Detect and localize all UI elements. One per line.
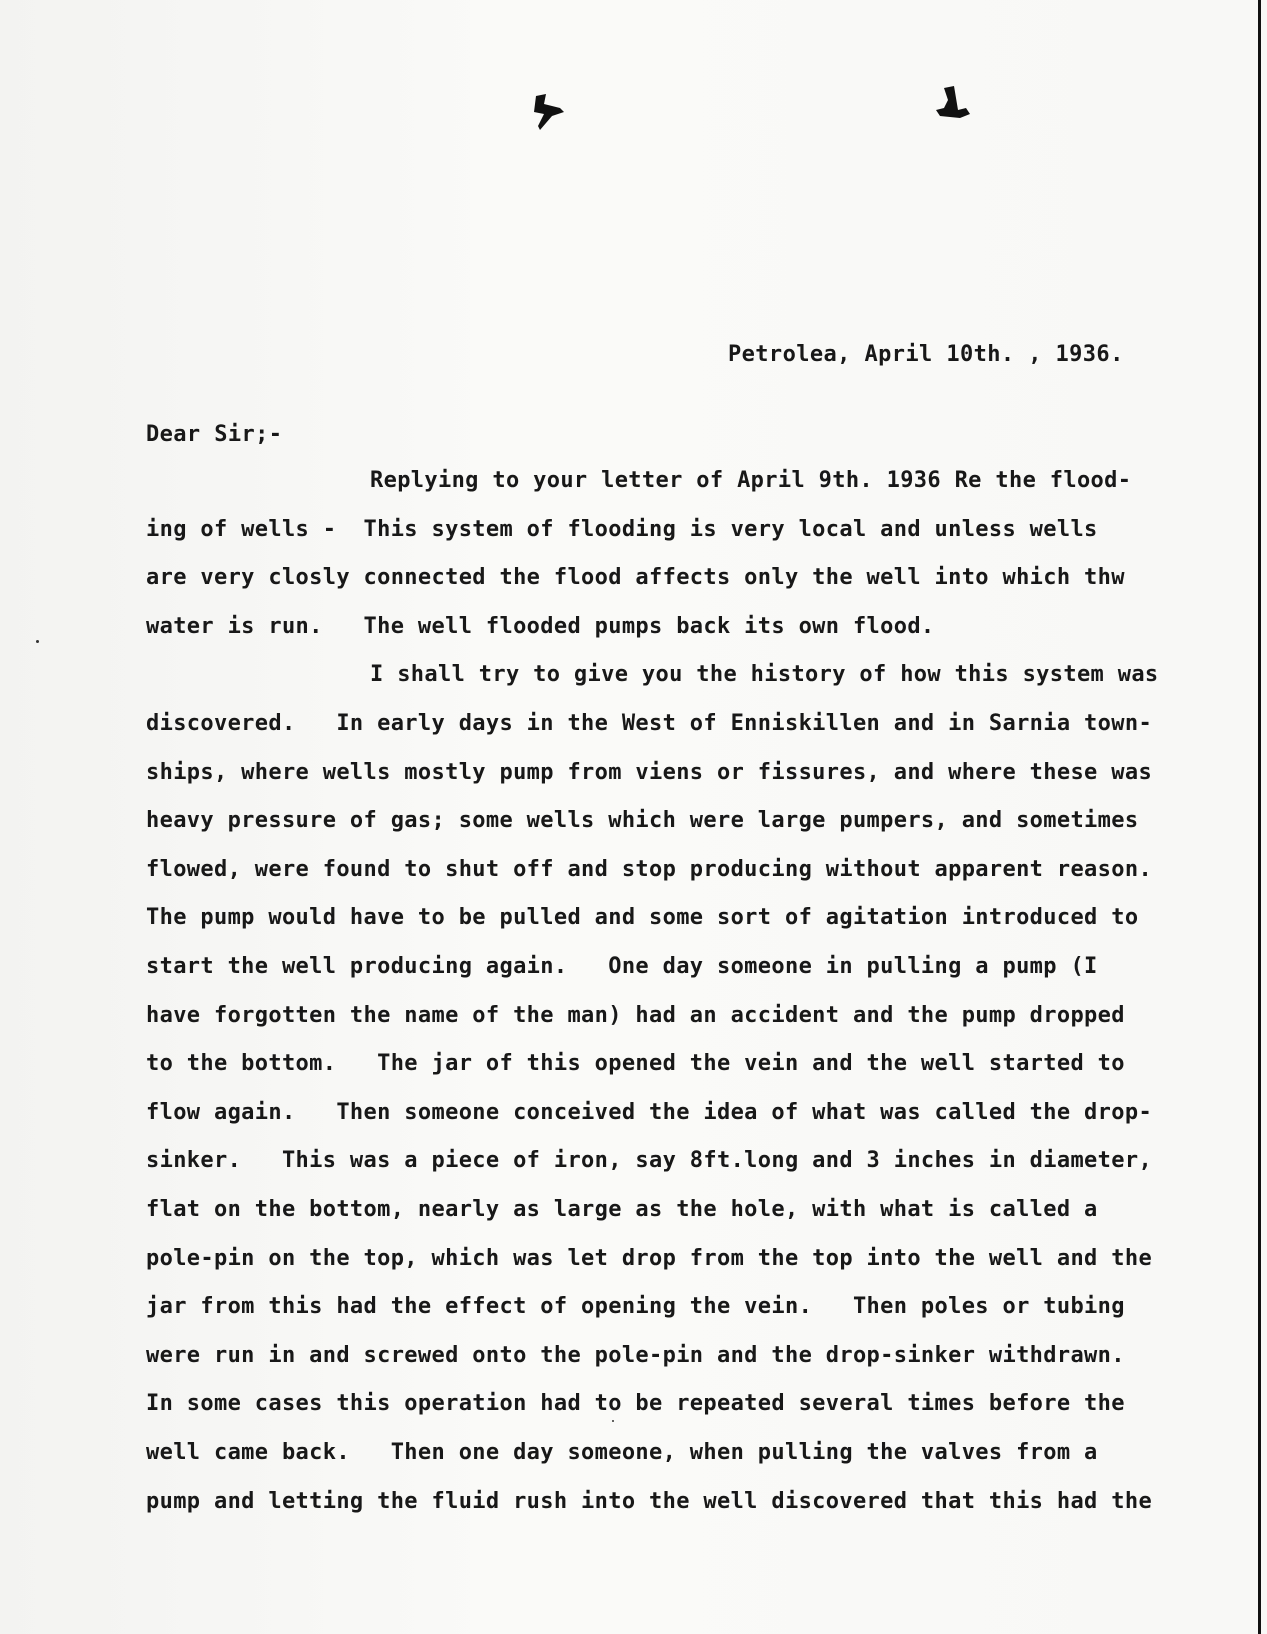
letter-body-line: are very closly connected the flood affects only the well into which thw: [146, 565, 1125, 591]
letter-body-line: have forgotten the name of the man) had an accident and the pump dropped: [146, 1002, 1125, 1028]
letter-body-line: pole-pin on the top, which was let drop from the top into the well and the: [146, 1245, 1153, 1271]
letter-body-line: flat on the bottom, nearly as large as the hole, with what is called a: [146, 1197, 1098, 1222]
paper-speck: [36, 640, 39, 643]
letter-body-line: were run in and screwed onto the pole-pin and the drop-sinker withdrawn.: [146, 1342, 1125, 1368]
letter-salutation: Dear Sir;-: [146, 422, 283, 447]
letter-dateline: Petrolea, April 10th. , 1936.: [728, 342, 1124, 367]
ink-blot-mark: [530, 92, 568, 134]
ink-blot-mark: [934, 84, 974, 120]
letter-body-line: start the well producing again. One day someone in pulling a pump (I: [146, 954, 1098, 979]
letter-body-line: heavy pressure of gas; some wells which were large pumpers, and sometimes: [146, 808, 1139, 834]
letter-body-line: well came back. Then one day someone, when pulling the valves from a: [146, 1440, 1098, 1465]
letter-body-line: jar from this had the effect of opening the vein. Then poles or tubing: [146, 1294, 1125, 1320]
letter-body-line: The pump would have to be pulled and some sort of agitation introduced to: [146, 905, 1139, 931]
paper-speck: [612, 1420, 614, 1422]
letter-body-line: pump and letting the fluid rush into the well discovered that this had the: [146, 1488, 1153, 1514]
letter-body-line: to the bottom. The jar of this opened the vein and the well started to: [146, 1051, 1125, 1077]
letter-body-line: I shall try to give you the history of how this system was: [370, 662, 1159, 688]
letter-body-line: Replying to your letter of April 9th. 1936 Re the flood-: [370, 468, 1132, 493]
letter-body-line: water is run. The well flooded pumps back its own flood.: [146, 613, 935, 639]
letter-body-line: discovered. In early days in the West of Enniskillen and in Sarnia town-: [146, 711, 1153, 736]
letter-body-line: flow again. Then someone conceived the idea of what was called the drop-: [146, 1099, 1153, 1125]
letter-body-line: ships, where wells mostly pump from viens or fissures, and where these was: [146, 759, 1153, 785]
letter-body-line: In some cases this operation had to be repeated several times before the: [146, 1391, 1125, 1417]
letter-body-line: ing of wells - This system of flooding is very local and unless wells: [146, 516, 1098, 542]
page-edge: [1258, 0, 1261, 1634]
letter-body-line: flowed, were found to shut off and stop producing without apparent reason.: [146, 856, 1153, 882]
letter-body-line: sinker. This was a piece of iron, say 8ft.long and 3 inches in diameter,: [146, 1148, 1153, 1174]
